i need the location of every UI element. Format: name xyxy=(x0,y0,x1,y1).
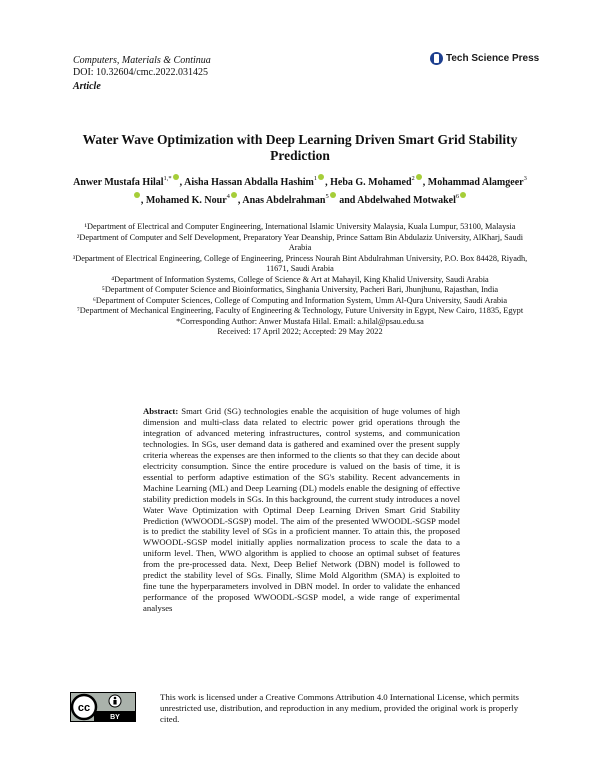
author-separator: , xyxy=(237,195,243,206)
author xyxy=(146,195,238,206)
author-affiliation-marker: 5 xyxy=(325,193,329,200)
author-affiliation-marker: 1,* xyxy=(163,175,172,182)
author-separator: , xyxy=(179,177,185,188)
author xyxy=(242,195,336,206)
corresponding-author: *Corresponding Author: Anwer Mustafa Hilal. Email: a.hilal@psau.edu.sa xyxy=(176,316,424,326)
affiliation: ⁷Department of Mechanical Engineering, Faculty of Engineering & Technology, Future University in Egypt, New Cairo, 11835, Egypt xyxy=(76,306,524,315)
affiliation: ¹Department of Electrical and Computer Engineering, International Islamic University Malaysia, Kuala Lumpur, 53100, Malaysia xyxy=(84,222,516,231)
author-affiliation-marker: 3 xyxy=(523,175,527,182)
affiliation: ⁵Department of Computer Science and Bioinformatics, Singhania University, Pacheri Bari, Jhunjhunu, Rajasthan, India xyxy=(101,285,499,294)
author-separator: , xyxy=(140,195,146,206)
journal-name: Computers, Materials & Continua xyxy=(73,55,211,66)
publisher-icon xyxy=(430,52,443,65)
affiliation: ⁶Department of Computer Sciences, College of Computing and Information System, Umm Al-Qura University, Saudi Arabia xyxy=(92,295,508,305)
orcid-icon[interactable] xyxy=(460,192,466,198)
abstract-label: Abstract: xyxy=(143,406,179,416)
author-name: Mohammad Alamgeer xyxy=(427,177,524,188)
author xyxy=(184,177,325,188)
author-affiliation-marker: 4 xyxy=(226,193,230,200)
abstract-text: Smart Grid (SG) technologies enable the acquisition of huge volumes of high dimension and multi-class data related to electric power grid operations through the integration of advanced metering infrastructures, control systems, and communication technologies. In SGs, user demand data is gathered and examined over the present supply criteria whereas the expenses are then informed to the clients so that they can decide about electricity consumption. Since the entire procedure is valued on the basis of time, it is essential to perform adaptive estimation of the SG's stability. Recent advancements in Machine Learning (ML) and Deep Learning (DL) models enable the designing of effective stability prediction models in SGs. In this background, the current study introduces a novel Water Wave Optimization with Optimal Deep Learning Driven Smart Grid Stability Prediction (WWOODL-SGSP) model. The aim of the presented WWOODL-SGSP model is to predict the stability level of SGs in a proficient manner. To attain this, the proposed WWOODL-SGSP model initially applies normalization process to scale the data to a uniform level. Then, WWO algorithm is applied to choose an optimal subset of features from the pre-processed data. Next, Deep Belief Network (DBN) model is followed to predict the stability level of SGs. Finally, Slime Mold Algorithm (SMA) is exploited to fine tune the hyperparameters involved in DBN model. In order to validate the enhanced performance of the proposed WWOODL-SGSP model, a wide range of experimental analyses xyxy=(143,406,461,614)
license-text: This work is licensed under a Creative Commons Attribution 4.0 International License, which permits unrestricted use, distribution, and reproduction in any medium, provided the original work is properly cited. xyxy=(160,692,519,724)
author-name: Anas Abdelrahman xyxy=(242,195,326,206)
author-affiliation-marker: 6 xyxy=(455,193,460,200)
orcid-icon[interactable] xyxy=(134,192,140,198)
received-dates: Received: 17 April 2022; Accepted: 29 May 2022 xyxy=(217,327,383,336)
by-label: BY xyxy=(110,714,120,721)
abstract xyxy=(143,406,460,614)
orcid-icon[interactable] xyxy=(330,192,336,198)
article-type: Article xyxy=(73,81,101,92)
publisher-logo xyxy=(430,52,539,65)
affiliation: ³Department of Electrical Engineering, College of Engineering, Princess Nourah Bint Abdulrahman University, P.O. Box 84428, Riyadh, 11671, Saudi Arabia xyxy=(72,253,528,273)
author-affiliation-marker: 1 xyxy=(313,175,318,182)
author-name: Anwer Mustafa Hilal xyxy=(73,177,164,188)
author-name: Abdelwahed Motwakel xyxy=(357,195,456,206)
affiliations xyxy=(70,222,530,338)
affiliation: ⁴Department of Information Systems, College of Science & Art at Mahayil, King Khalid University, Saudi Arabia xyxy=(111,274,489,284)
author-separator: , xyxy=(422,177,428,188)
author-name: Aisha Hassan Abdalla Hashim xyxy=(184,177,314,188)
doi[interactable]: DOI: 10.32604/cmc.2022.031425 xyxy=(73,67,208,78)
orcid-icon[interactable] xyxy=(173,174,179,180)
cc-label: cc xyxy=(77,702,91,714)
orcid-icon[interactable] xyxy=(231,192,237,198)
author xyxy=(357,195,467,206)
author xyxy=(73,177,180,188)
orcid-icon[interactable] xyxy=(416,174,422,180)
affiliation: ²Department of Computer and Self Development, Preparatory Year Deanship, Prince Sattam Bin Abdulaziz University, AlKharj, Saudi Arabia xyxy=(76,232,524,252)
author-name: Heba G. Mohamed xyxy=(330,177,412,188)
cc-by-license-icon[interactable] xyxy=(70,692,136,722)
orcid-icon[interactable] xyxy=(318,174,324,180)
author xyxy=(330,177,423,188)
paper-title: Water Wave Optimization with Deep Learning Driven Smart Grid Stability Prediction xyxy=(82,132,518,163)
author-separator: , xyxy=(325,177,331,188)
author-name: Mohamed K. Nour xyxy=(145,195,227,206)
publisher-name: Tech Science Press xyxy=(446,53,540,64)
author-list xyxy=(70,172,530,208)
author-separator: and xyxy=(336,195,358,206)
author-affiliation-marker: 2 xyxy=(411,175,415,182)
